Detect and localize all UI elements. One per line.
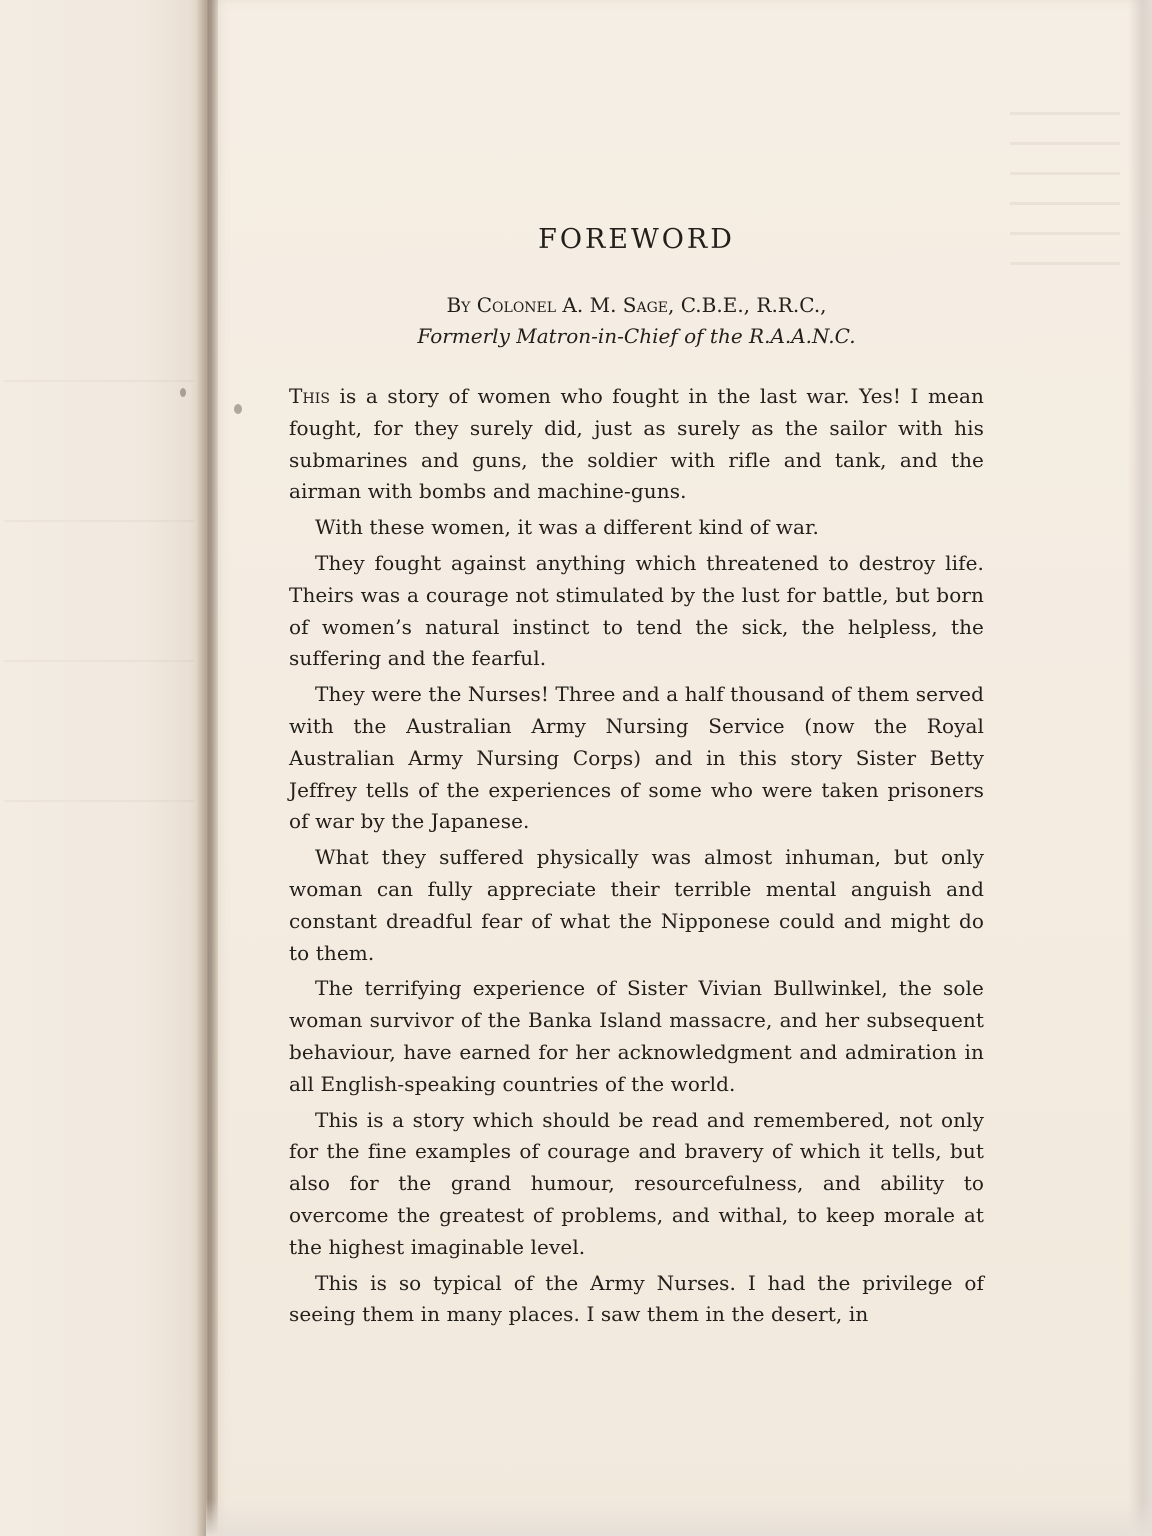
byline	[289, 290, 984, 320]
foreword-body	[289, 381, 984, 1331]
paragraph: They were the Nurses! Three and a half thousand of them served with the Australian Army Nursing Service (now the Royal Australian Army Nursing Corps) and in this story Sister Betty Jeffrey tells of the experiences of some who were taken prisoners of war by the Japanese.	[289, 682, 984, 834]
show-through-line	[4, 800, 194, 802]
show-through-line	[4, 520, 194, 522]
page-title: FOREWORD	[538, 224, 735, 255]
page-bottom-shadow	[206, 1500, 1152, 1536]
show-through-line	[4, 380, 194, 382]
byline-author: By Colonel A. M. Sage,	[446, 293, 675, 317]
paragraph: This is so typical of the Army Nurses. I had the privilege of seeing them in many places. I saw them in the desert, in	[289, 1270, 984, 1327]
paragraph: What they suffered physically was almost inhuman, but only woman can fully appreciate their terrible mental anguish and constant dreadful fear of what the Nipponese could and might do to them.	[289, 845, 984, 965]
paper-speck	[180, 388, 186, 397]
byline-honours: C.B.E., R.R.C.,	[674, 293, 827, 317]
book-gutter	[196, 0, 218, 1536]
paragraph: With these women, it was a different kind of war.	[315, 515, 819, 540]
page-edge-shadow	[1128, 0, 1152, 1536]
paragraph-text: is a story of women who fought in the last war. Yes! I mean fought, for they surely did, just as surely as the sailor with his submarines and guns, the soldier with rifle and tank, and the airman with bombs and machine-guns.	[289, 384, 984, 504]
show-through-line	[4, 660, 194, 662]
paper-speck	[234, 404, 242, 414]
foreword-text-block	[289, 220, 984, 1335]
author-role: Formerly Matron-in-Chief of the R.A.A.N.C.	[417, 324, 856, 348]
paragraph: The terrifying experience of Sister Vivian Bullwinkel, the sole woman survivor of the Banka Island massacre, and her subsequent behaviour, have earned for her acknowledgment and admiration in all English-speaking countries of the world.	[289, 976, 984, 1096]
left-page	[0, 0, 206, 1536]
paragraph: This is a story which should be read and remembered, not only for the fine examples of courage and bravery of which it tells, but also for the grand humour, resourcefulness, and ability to overcome the greatest of problems, and withal, to keep morale at the highest imaginable level.	[289, 1107, 984, 1259]
show-through-text	[1010, 112, 1120, 292]
paragraph	[289, 381, 984, 508]
opening-word: This	[289, 384, 331, 408]
paragraph: They fought against anything which threatened to destroy life. Theirs was a courage not stimulated by the lust for battle, but born of women’s natural instinct to tend the sick, the helpless, the suffering and the fearful.	[289, 550, 984, 671]
